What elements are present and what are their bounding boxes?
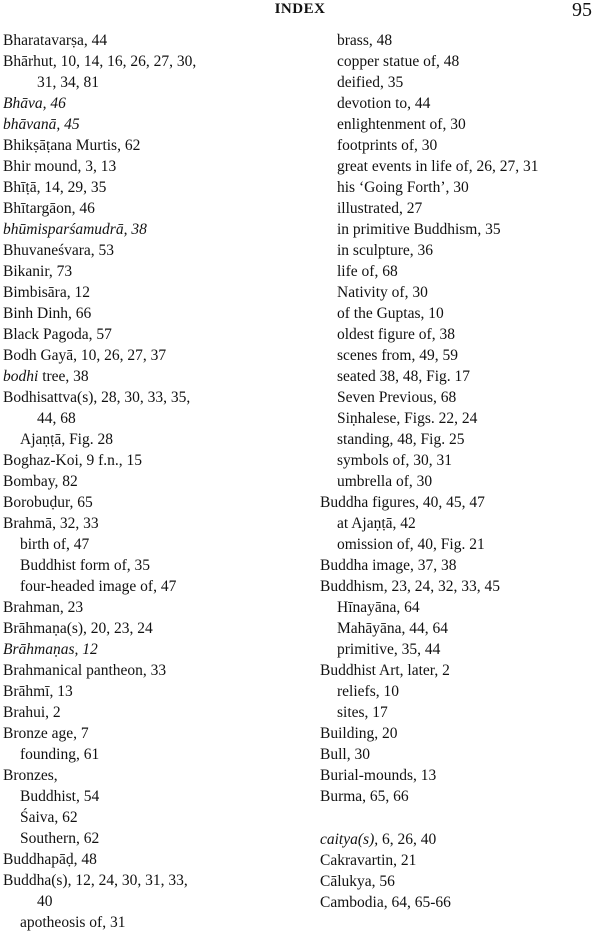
index-column-right xyxy=(320,30,600,913)
index-subentry: 44, 68 xyxy=(37,410,76,427)
index-entry: Brāhmī, 13 xyxy=(3,683,73,700)
index-subentry: 40 xyxy=(37,893,53,910)
index-entry: Borobuḍur, 65 xyxy=(3,494,93,511)
entry-rest: tree, 38 xyxy=(38,368,89,385)
index-entry: Bhir mound, 3, 13 xyxy=(3,158,117,175)
index-subentry: in sculpture, 36 xyxy=(337,242,433,259)
index-entry: Bhāva, 46 xyxy=(3,95,66,112)
index-subentry: enlightenment of, 30 xyxy=(337,116,466,133)
index-subentry: brass, 48 xyxy=(337,32,393,49)
index-subentry: oldest figure of, 38 xyxy=(337,326,455,343)
index-entry: bhūmisparśamudrā, 38 xyxy=(3,221,147,238)
index-entry: Black Pagoda, 57 xyxy=(3,326,112,343)
index-entry: Brahui, 2 xyxy=(3,704,61,721)
index-subentry: Siṇhalese, Figs. 22, 24 xyxy=(337,410,478,427)
index-subentry: Ajaṇṭā, Fig. 28 xyxy=(20,431,113,448)
index-entry: Bhītargāon, 46 xyxy=(3,200,95,217)
index-gap xyxy=(320,807,600,829)
index-entry: Buddhism, 23, 24, 32, 33, 45 xyxy=(320,578,500,595)
index-entry: Brāhmaṇas, 12 xyxy=(3,641,98,658)
index-entry: Burial-mounds, 13 xyxy=(320,767,437,784)
index-entry: Burma, 65, 66 xyxy=(320,788,409,805)
index-subentry: great events in life of, 26, 27, 31 xyxy=(337,158,539,175)
index-entry: Bhīṭā, 14, 29, 35 xyxy=(3,179,107,196)
index-entry: Bronze age, 7 xyxy=(3,725,89,742)
index-entry xyxy=(320,829,600,850)
index-entry: bhāvanā, 45 xyxy=(3,116,80,133)
index-entry: Bhuvaneśvara, 53 xyxy=(3,242,115,259)
page-header xyxy=(0,0,600,26)
index-subentry: sites, 17 xyxy=(337,704,388,721)
index-subentry: omission of, 40, Fig. 21 xyxy=(337,536,485,553)
index-entry: Building, 20 xyxy=(320,725,398,742)
index-subentry: in primitive Buddhism, 35 xyxy=(337,221,501,238)
index-subentry: umbrella of, 30 xyxy=(337,473,433,490)
index-entry: Bodh Gayā, 10, 26, 27, 37 xyxy=(3,347,167,364)
index-entry: Cakravartin, 21 xyxy=(320,852,417,869)
index-subentry: at Ajaṇṭā, 42 xyxy=(337,515,416,532)
italic-term: caitya(s), xyxy=(320,831,379,848)
page-title: INDEX xyxy=(274,1,326,17)
index-subentry: Seven Previous, 68 xyxy=(337,389,457,406)
index-entry: Bronzes, xyxy=(3,767,58,784)
index-subentry: Buddhist, 54 xyxy=(20,788,100,805)
index-subentry: of the Guptas, 10 xyxy=(337,305,444,322)
italic-term: bodhi xyxy=(3,368,39,385)
index-entry: Buddhist Art, later, 2 xyxy=(320,662,450,679)
index-entry: Bombay, 82 xyxy=(3,473,78,490)
index-subentry: his ‘Going Forth’, 30 xyxy=(337,179,469,196)
index-subentry: Buddhist form of, 35 xyxy=(20,557,151,574)
index-subentry: founding, 61 xyxy=(20,746,100,763)
index-entry: Brahmā, 32, 33 xyxy=(3,515,99,532)
index-subentry: seated 38, 48, Fig. 17 xyxy=(337,368,471,385)
index-subentry: copper statue of, 48 xyxy=(337,53,460,70)
index-entry: Bharatavarṣa, 44 xyxy=(3,32,108,49)
index-subentry: Southern, 62 xyxy=(20,830,100,847)
index-entry: Bull, 30 xyxy=(320,746,370,763)
index-subentry: 31, 34, 81 xyxy=(37,74,99,91)
index-entry: Buddha figures, 40, 45, 47 xyxy=(320,494,485,511)
index-entry: Bodhisattva(s), 28, 30, 33, 35, xyxy=(3,389,191,406)
index-entry: Buddha image, 37, 38 xyxy=(320,557,457,574)
index-subentry: Hīnayāna, 64 xyxy=(337,599,420,616)
index-subentry: primitive, 35, 44 xyxy=(337,641,441,658)
index-subentry: devotion to, 44 xyxy=(337,95,431,112)
index-subentry: scenes from, 49, 59 xyxy=(337,347,458,364)
index-subentry: standing, 48, Fig. 25 xyxy=(337,431,465,448)
index-entry: Brāhmaṇa(s), 20, 23, 24 xyxy=(3,620,153,637)
index-subentry: four-headed image of, 47 xyxy=(20,578,177,595)
index-column-left xyxy=(3,30,303,933)
index-entry: Bikanir, 73 xyxy=(3,263,73,280)
index-entry: Buddha(s), 12, 24, 30, 31, 33, xyxy=(3,872,188,889)
index-entry: Cambodia, 64, 65-66 xyxy=(320,894,451,911)
index-entry: Cālukya, 56 xyxy=(320,873,395,890)
index-subentry: Mahāyāna, 44, 64 xyxy=(337,620,449,637)
index-subentry: Nativity of, 30 xyxy=(337,284,428,301)
index-subentry: footprints of, 30 xyxy=(337,137,438,154)
index-entry: Bimbisāra, 12 xyxy=(3,284,90,301)
index-subentry: illustrated, 27 xyxy=(337,200,423,217)
index-entry: Brahmanical pantheon, 33 xyxy=(3,662,167,679)
index-subentry: reliefs, 10 xyxy=(337,683,399,700)
index-entry: Bhikṣāṭana Murtis, 62 xyxy=(3,137,141,154)
index-subentry: symbols of, 30, 31 xyxy=(337,452,452,469)
index-subentry: birth of, 47 xyxy=(20,536,90,553)
index-entry: Boghaz-Koi, 9 f.n., 15 xyxy=(3,452,143,469)
index-entry: Bhārhut, 10, 14, 16, 26, 27, 30, xyxy=(3,53,197,70)
index-entry: Binh Dinh, 66 xyxy=(3,305,92,322)
index-entry: Buddhapāḍ, 48 xyxy=(3,851,97,868)
index-entry: Brahman, 23 xyxy=(3,599,84,616)
index-subentry: life of, 68 xyxy=(337,263,398,280)
entry-rest: 6, 26, 40 xyxy=(378,831,437,848)
page-number: 95 xyxy=(572,0,592,21)
index-subentry: deified, 35 xyxy=(337,74,404,91)
index-subentry: apotheosis of, 31 xyxy=(20,914,126,931)
index-subentry: Śaiva, 62 xyxy=(20,809,78,826)
index-entry xyxy=(3,366,303,387)
